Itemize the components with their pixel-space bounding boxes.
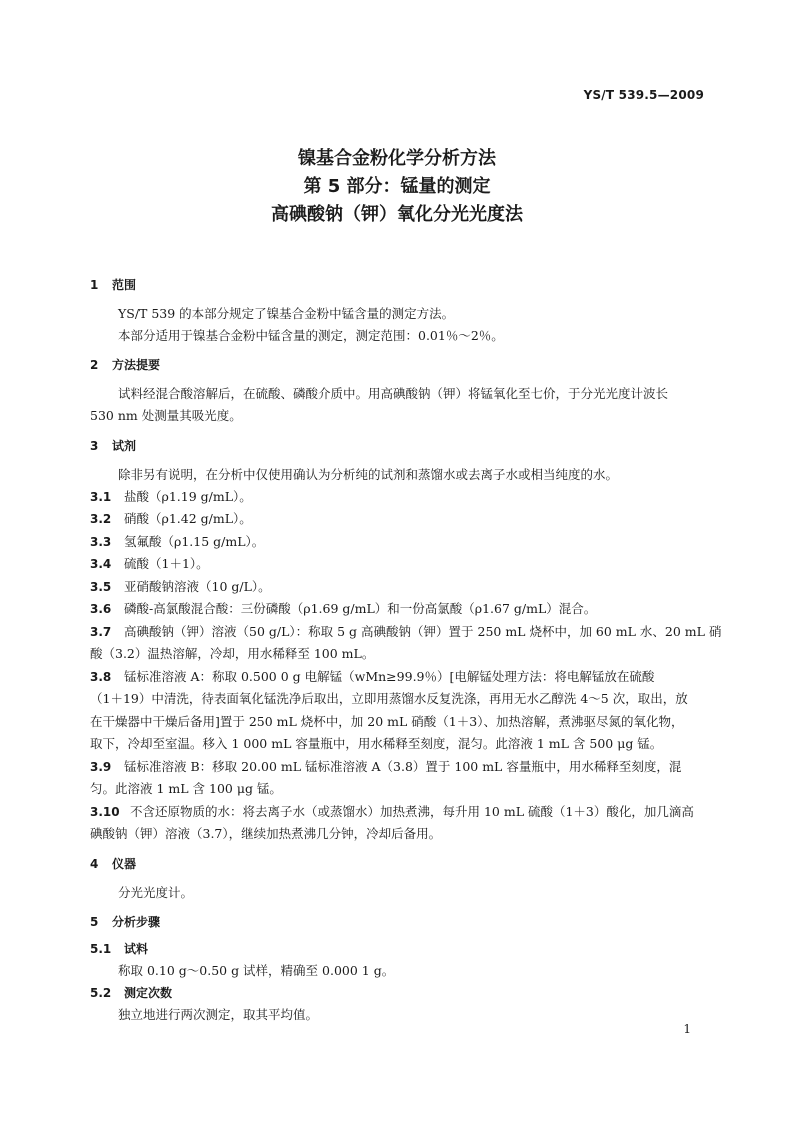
paragraph: 本部分适用于镍基合金粉中锰含量的测定，测定范围：0.01％～2％。 [118,328,504,343]
item-text: 氢氟酸（ρ1.15 g/mL）。 [124,533,265,549]
paragraph: YS/T 539 的本部分规定了镍基合金粉中锰含量的测定方法。 [118,306,455,321]
paragraph: 分光光度计。 [118,884,194,900]
item-number: 3.2 [90,512,112,526]
paragraph: 除非另有说明，在分析中仅使用确认为分析纯的试剂和蒸馏水或去离子水或相当纯度的水。 [118,466,619,482]
reagent-item [90,756,706,779]
item-continuation: 在干燥器中干燥后备用]置于 250 mL 烧杯中，加 20 mL 硝酸（1＋3）、加热溶解，煮沸驱尽氮的氧化物， [90,713,684,729]
item-text: 不含还原物质的水：将去离子水（或蒸馏水）加热煮沸，每升用 10 mL 硫酸（1＋3）酸化，加几滴高 [130,803,694,819]
item-text: 磷酸-高氯酸混合酸：三份磷酸（ρ1.69 g/mL）和一份高氯酸（ρ1.67 g/mL）混合。 [124,601,597,616]
reagent-item [90,621,722,644]
item-text: 盐酸（ρ1.19 g/mL）。 [124,488,252,504]
section-number: 1 [90,278,99,292]
section-2-heading [90,355,706,375]
item-continuation: 取下，冷却至室温。移入 1 000 mL 容量瓶中，用水稀释至刻度，混匀。此溶液 1 mL 含 500 μg 锰。 [90,736,663,751]
section-number: 4 [90,856,99,871]
section-number: 2 [90,358,99,372]
reagent-item [90,553,706,576]
item-number: 3.9 [90,759,112,774]
item-text: 亚硝酸钠溶液（10 g/L）。 [124,578,271,594]
item-continuation: 匀。此溶液 1 mL 含 100 μg 锰。 [90,781,282,796]
page-number: 1 [683,1022,691,1036]
item-number: 3.6 [90,602,112,616]
subsection-number: 5.2 [90,985,112,1000]
section-4-heading [90,854,706,874]
section-title: 范围 [112,278,137,292]
subsection-title: 测定次数 [124,985,173,1000]
title-line-1: 镍基合金粉化学分析方法 [298,148,496,169]
item-text: 锰标准溶液 A：称取 0.500 0 g 电解锰（wMn≥99.9％）[电解锰处理方法：将电解锰放在硫酸 [124,668,655,684]
item-continuation: 碘酸钠（钾）溶液（3.7），继续加热煮沸几分钟，冷却后备用。 [90,826,442,841]
reagent-item [90,598,706,621]
item-number: 3.10 [90,804,120,819]
item-number: 3.1 [90,489,112,504]
item-number: 3.7 [90,624,112,639]
reagent-item [90,801,706,824]
paragraph: 试料经混合酸溶解后，在硫酸、磷酸介质中。用高碘酸钠（钾）将锰氧化至七价，于分光光度计波长 [118,386,669,401]
reagent-item [90,508,706,531]
section-5-heading [90,912,706,932]
paragraph: 称取 0.10 g～0.50 g 试样，精确至 0.000 1 g。 [118,962,395,978]
subsection-5-2-heading [90,982,706,1004]
standard-code: YS/T 539.5—2009 [583,88,704,102]
item-text: 硝酸（ρ1.42 g/mL）。 [124,511,252,526]
reagent-item [90,531,706,554]
section-3-heading [90,436,706,456]
title-line-3: 高碘酸钠（钾）氧化分光光度法 [271,204,523,225]
section-1-heading [90,275,706,295]
section-title: 仪器 [112,856,137,871]
section-title: 方法提要 [112,358,161,372]
paragraph-continuation: 530 nm 处测量其吸光度。 [90,408,242,423]
reagent-item [90,576,706,599]
subsection-title: 试料 [124,941,149,956]
item-continuation: （1＋19）中清洗，待表面氧化锰洗净后取出，立即用蒸馏水反复洗涤，再用无水乙醇洗 4～5 次，取出，放 [90,691,688,706]
reagent-item [90,486,706,509]
section-title: 试剂 [112,438,137,453]
section-number: 5 [90,914,99,929]
item-number: 3.8 [90,669,112,684]
subsection-5-1-heading [90,938,706,960]
document-title [0,145,794,229]
title-line-2: 第 5 部分：锰量的测定 [303,176,491,197]
item-number: 3.5 [90,579,112,594]
section-number: 3 [90,438,99,453]
document-body [90,275,722,1026]
item-continuation: 酸（3.2）温热溶解，冷却，用水稀释至 100 mL。 [90,646,375,661]
subsection-number: 5.1 [90,941,112,956]
reagent-item [90,666,706,689]
item-number: 3.4 [90,557,112,571]
item-text: 锰标准溶液 B：移取 20.00 mL 锰标准溶液 A（3.8）置于 100 mL 容量瓶中，用水稀释至刻度，混 [124,758,682,774]
item-number: 3.3 [90,534,112,549]
paragraph: 独立地进行两次测定，取其平均值。 [118,1006,319,1022]
item-text: 高碘酸钠（钾）溶液（50 g/L）：称取 5 g 高碘酸钠（钾）置于 250 mL 烧杯中，加 60 mL 水、20 mL 硝 [124,623,722,639]
section-title: 分析步骤 [112,914,161,929]
item-text: 硫酸（1＋1）。 [124,556,209,571]
